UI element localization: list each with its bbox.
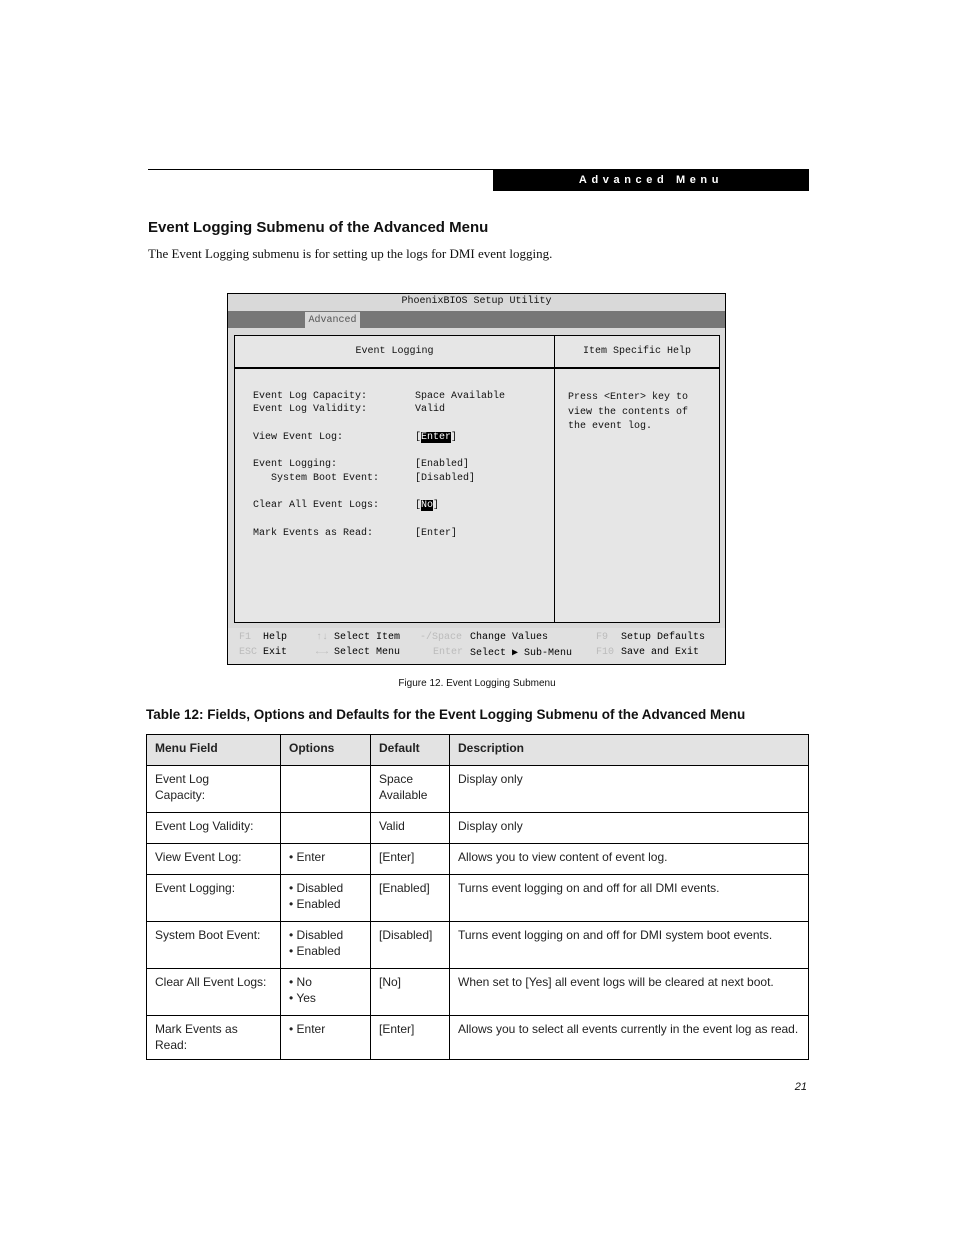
option-item: • Enabled xyxy=(289,896,341,911)
cell-default: [Enabled] xyxy=(371,875,450,922)
bios-field-value: Valid xyxy=(415,404,446,415)
bios-help-panel xyxy=(555,335,720,623)
cell-default: [Enter] xyxy=(371,1016,450,1060)
cell-menu-field: Event Log Validity: xyxy=(147,813,281,844)
cell-menu-field: System Boot Event: xyxy=(147,922,281,969)
key-desc: Help xyxy=(263,632,288,643)
bios-menu-tab-advanced[interactable]: Advanced xyxy=(305,312,360,328)
bracket: [ xyxy=(415,432,422,443)
table-row xyxy=(147,922,809,969)
bios-title: PhoenixBIOS Setup Utility xyxy=(401,296,552,307)
highlighted-value[interactable]: No xyxy=(421,500,434,511)
cell-description: Turns event logging on and off for all DMI events. xyxy=(450,875,809,922)
option-item: • Enter xyxy=(289,850,326,864)
cell-default: [Disabled] xyxy=(371,922,450,969)
key-desc: Exit xyxy=(263,647,288,658)
key-desc: Save and Exit xyxy=(621,647,700,658)
key-desc: Select Item xyxy=(334,632,401,643)
cell-description: Allows you to select all events currently in the event log as read. xyxy=(450,1016,809,1060)
figure-caption: Figure 12. Event Logging Submenu xyxy=(398,678,556,689)
bracket: ] xyxy=(433,500,440,511)
bios-footer xyxy=(228,628,725,664)
bios-menu-bar xyxy=(228,311,725,328)
cell-default: [Enter] xyxy=(371,844,450,875)
key-f9: F9 xyxy=(596,632,609,643)
key-esc: ESC xyxy=(239,647,258,658)
bracket: ] xyxy=(451,432,458,443)
table-row xyxy=(147,875,809,922)
cell-default: Valid xyxy=(371,813,450,844)
bios-field-label: Mark Events as Read: xyxy=(253,528,374,539)
cell-text: Event Log xyxy=(155,772,210,786)
help-line: Press <Enter> key to xyxy=(568,392,689,403)
cell-text: Capacity: xyxy=(155,787,206,802)
column-header: Menu Field xyxy=(147,735,281,766)
cell-text: Available xyxy=(379,787,428,802)
key-f10: F10 xyxy=(596,647,615,658)
bracket: [ xyxy=(415,500,422,511)
cell-options xyxy=(281,1016,371,1060)
bios-field-value[interactable]: [Enabled] xyxy=(415,459,470,470)
key-desc: Change Values xyxy=(470,632,549,643)
page-number: 21 xyxy=(794,1081,807,1093)
option-item: • Enter xyxy=(289,1022,326,1036)
key-desc: Setup Defaults xyxy=(621,632,706,643)
bios-field-value[interactable]: [Enter] xyxy=(415,528,458,539)
bios-main-title xyxy=(235,336,554,369)
table-row xyxy=(147,813,809,844)
bios-field-label: System Boot Event: xyxy=(271,473,380,484)
bios-field-label: Event Log Capacity: xyxy=(253,391,368,402)
option-item: • Disabled xyxy=(289,881,344,895)
cell-options xyxy=(281,922,371,969)
cell-text: Space xyxy=(379,772,414,786)
column-header: Options xyxy=(281,735,371,766)
cell-menu-field: Clear All Event Logs: xyxy=(147,969,281,1016)
cell-menu-field: Mark Events as Read: xyxy=(147,1016,281,1060)
bios-field-value-clear-logs[interactable] xyxy=(415,500,439,511)
fields-options-table xyxy=(146,734,809,1060)
table-row xyxy=(147,969,809,1016)
cell-options xyxy=(281,875,371,922)
column-header: Description xyxy=(450,735,809,766)
cell-description: Allows you to view content of event log. xyxy=(450,844,809,875)
table-row xyxy=(147,766,809,813)
cell-description: Turns event logging on and off for DMI system boot events. xyxy=(450,922,809,969)
cell-options xyxy=(281,766,371,813)
table-header-row xyxy=(147,735,809,766)
help-line: view the contents of xyxy=(568,406,689,418)
bios-field-label: Event Log Validity: xyxy=(253,404,368,415)
bios-main-panel xyxy=(234,335,555,623)
table-row xyxy=(147,844,809,875)
cell-menu-field xyxy=(147,766,281,813)
cell-default: [No] xyxy=(371,969,450,1016)
cell-options xyxy=(281,844,371,875)
key-enter: Enter xyxy=(433,647,464,658)
cell-description: When set to [Yes] all event logs will be cleared at next boot. xyxy=(450,969,809,1016)
table-title: Table 12: Fields, Options and Defaults for the Event Logging Submenu of the Advanced Menu xyxy=(146,707,746,722)
bios-help-title xyxy=(555,336,719,369)
cell-description: Display only xyxy=(450,766,809,813)
cell-default xyxy=(371,766,450,813)
key-space: -/Space xyxy=(420,632,463,643)
option-item: • Enabled xyxy=(289,943,341,958)
header-rule xyxy=(148,169,494,170)
intro-paragraph: The Event Logging submenu is for setting up the logs for DMI event logging. xyxy=(148,246,553,261)
help-line: the event log. xyxy=(568,421,653,432)
table-row xyxy=(147,1016,809,1060)
key-f1: F1 xyxy=(239,632,252,643)
arrow-updown-icon: ↑↓ xyxy=(316,632,329,643)
key-desc: Select Menu xyxy=(334,647,401,658)
cell-options xyxy=(281,969,371,1016)
highlighted-value[interactable]: Enter xyxy=(421,432,452,443)
bios-help-title-text: Item Specific Help xyxy=(582,346,692,357)
bios-main-title-text: Event Logging xyxy=(355,346,434,357)
cell-menu-field: View Event Log: xyxy=(147,844,281,875)
bios-field-label: Clear All Event Logs: xyxy=(253,500,380,511)
bios-field-value[interactable]: [Disabled] xyxy=(415,473,476,484)
option-item: • No xyxy=(289,975,312,989)
bios-help-text xyxy=(568,391,688,435)
cell-menu-field: Event Logging: xyxy=(147,875,281,922)
bios-field-label: Event Logging: xyxy=(253,459,338,470)
bios-field-value-view-log[interactable] xyxy=(415,432,457,443)
arrow-leftright-icon: ←→ xyxy=(316,647,329,658)
option-item: • Disabled xyxy=(289,928,344,942)
cell-options xyxy=(281,813,371,844)
bios-field-value: Space Available xyxy=(415,391,506,402)
section-banner: Advanced Menu xyxy=(493,169,809,191)
key-desc: Select ▶ Sub-Menu xyxy=(470,648,573,659)
section-heading: Event Logging Submenu of the Advanced Menu xyxy=(148,219,489,236)
bios-screenshot xyxy=(227,293,726,665)
cell-description: Display only xyxy=(450,813,809,844)
option-item: • Yes xyxy=(289,990,316,1005)
column-header: Default xyxy=(371,735,450,766)
bios-field-label: View Event Log: xyxy=(253,432,344,443)
